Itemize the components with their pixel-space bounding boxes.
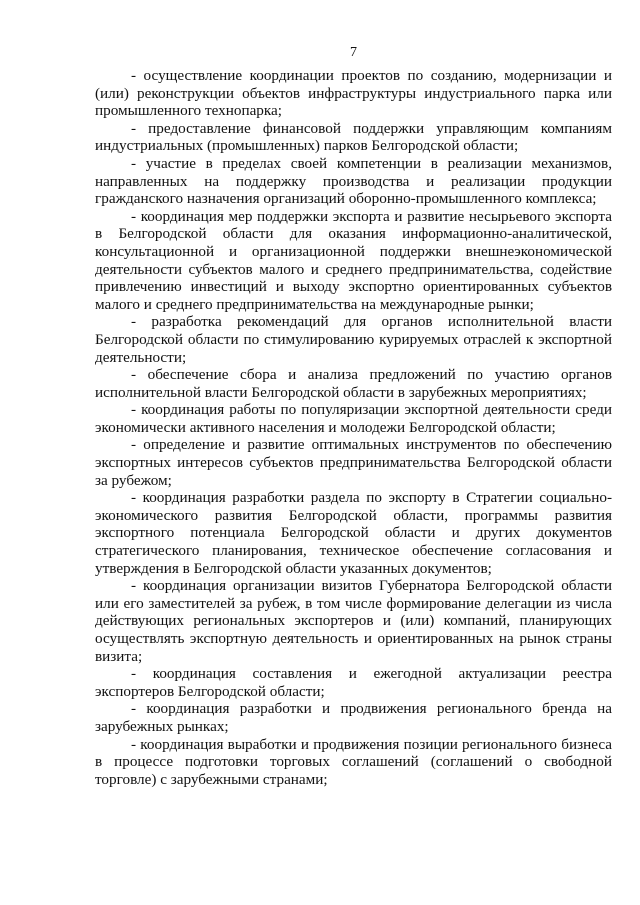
list-item: - осуществление координации проектов по созданию, модернизации и (или) реконструкции объектов инфраструктуры индустриального парка или промышленного технопарка; [95, 67, 612, 120]
list-item: - координация работы по популяризации экспортной деятельности среди экономически активного населения и молодежи Белгородской области; [95, 401, 612, 436]
list-item: - обеспечение сбора и анализа предложений по участию органов исполнительной власти Белгородской области в зарубежных мероприятиях; [95, 366, 612, 401]
list-item: - предоставление финансовой поддержки управляющим компаниям индустриальных (промышленных) парков Белгородской области; [95, 119, 612, 155]
list-item: - разработка рекомендаций для органов исполнительной власти Белгородской области по стимулированию курируемых отраслей к экспортной деятельности; [95, 313, 612, 366]
list-item: - координация разработки и продвижения регионального бренда на зарубежных рынках; [95, 700, 612, 735]
list-item: - координация организации визитов Губернатора Белгородской области или его заместителей за рубеж, в том числе формирование делегации из числа действующих региональных экспортеров и (или) компаний, планирующих осуществлять экспортную деятельность и ориентированных на рынок страны визита; [95, 577, 612, 665]
list-item: - координация выработки и продвижения позиции регионального бизнеса в процессе подготовки торговых соглашений (соглашений о свободной торговле) с зарубежными странами; [95, 735, 612, 788]
list-item: - координация мер поддержки экспорта и развитие несырьевого экспорта в Белгородской области для оказания информационно-аналитической, консультационной и организационной поддержки внешнеэкономической деятельности субъектов малого и среднего предпринимательства, содействие привлечению инвестиций и выходу экспортно ориентированных субъектов малого и среднего предпринимательства на международные рынки; [95, 207, 612, 313]
page-number: 7 [350, 45, 357, 60]
list-item: - определение и развитие оптимальных инструментов по обеспечению экспортных интересов субъектов предпринимательства Белгородской области за рубежом; [95, 436, 612, 489]
list-item: - координация разработки раздела по экспорту в Стратегии социально-экономического развития Белгородской области, программы развития экспортного потенциала Белгородской области и других документов стратегического планирования, техническое обеспечение согласования и утверждения в Белгородской области указанных документов; [95, 489, 612, 577]
list-item: - координация составления и ежегодной актуализации реестра экспортеров Белгородской области; [95, 665, 612, 700]
list-item: - участие в пределах своей компетенции в реализации механизмов, направленных на поддержку производства и реализации продукции гражданского назначения организаций оборонно-промышленного комплекса; [95, 154, 612, 208]
